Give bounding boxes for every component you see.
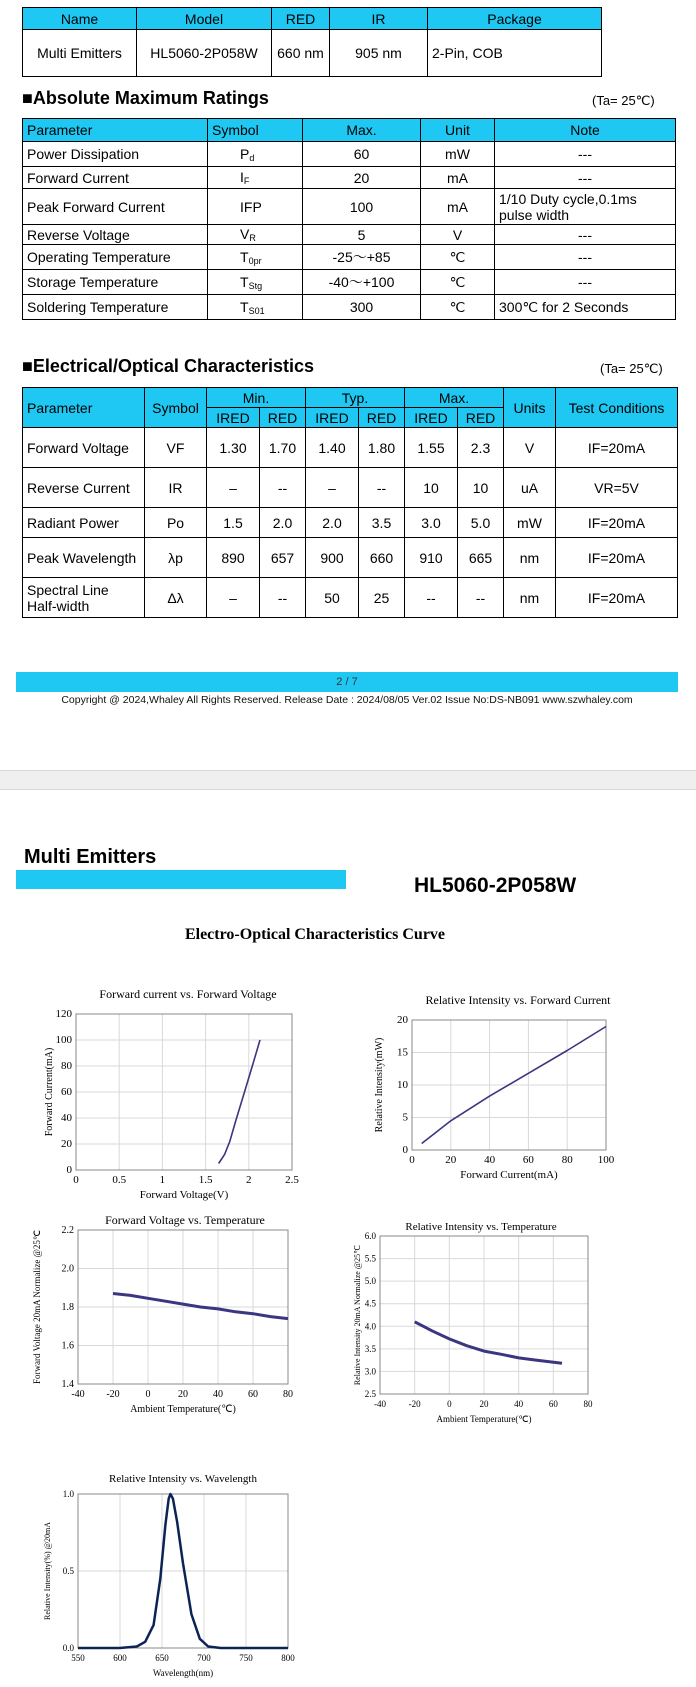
- elec-unit: uA: [504, 468, 556, 508]
- abs-max: -25～+85: [303, 245, 421, 270]
- y-axis-label: Forward Current(mA): [44, 1047, 55, 1137]
- y-tick-label: 10: [397, 1079, 408, 1091]
- elec-value: 900: [306, 538, 359, 578]
- abs-symbol: [208, 270, 303, 295]
- y-tick-label: 5.0: [364, 1276, 376, 1287]
- abs-unit: mA: [421, 167, 495, 189]
- elec-value: 657: [260, 538, 306, 578]
- series-line: [415, 1322, 562, 1364]
- abs-param: Reverse Voltage: [23, 225, 208, 245]
- abs-max: 5: [303, 225, 421, 245]
- y-tick-label: 5: [402, 1111, 408, 1124]
- x-axis-label: Ambient Temperature(℃): [130, 1404, 236, 1415]
- y-tick-label: 20: [61, 1138, 72, 1150]
- x-tick-label: 2.5: [285, 1174, 299, 1186]
- y-tick-label: 1.8: [61, 1302, 74, 1313]
- y-axis-label: Relative Intensity(mW): [374, 1037, 385, 1133]
- y-tick-label: 4.0: [364, 1321, 376, 1332]
- elec-header-max: Max.: [405, 388, 504, 408]
- elec-value: --: [405, 578, 458, 618]
- elec-value: 1.70: [260, 428, 306, 468]
- x-tick-label: 700: [197, 1653, 211, 1663]
- cell-ir: 905 nm: [330, 30, 428, 77]
- model-title: HL5060-2P058W: [414, 874, 577, 897]
- abs-unit: ℃: [421, 270, 495, 295]
- x-tick-label: 0: [73, 1174, 79, 1186]
- elec-value: 1.5: [207, 508, 260, 538]
- elec-ta: (Ta= 25℃): [600, 361, 663, 376]
- y-tick-label: 4.5: [364, 1298, 376, 1309]
- abs-symbol-main: IFP: [240, 198, 262, 215]
- x-tick-label: 0: [145, 1389, 151, 1400]
- chart-title: Relative Intensity vs. Wavelength: [109, 1473, 257, 1485]
- elec-row: [23, 508, 678, 538]
- elec-header-parameter: Parameter: [23, 388, 145, 428]
- y-tick-label: 80: [61, 1060, 72, 1072]
- x-tick-label: 40: [514, 1399, 524, 1409]
- elec-value: 3.5: [359, 508, 405, 538]
- abs-param: Power Dissipation: [23, 142, 208, 167]
- abs-header-symbol: Symbol: [208, 119, 303, 142]
- elec-sub-red: RED: [260, 408, 306, 428]
- elec-value: 25: [359, 578, 405, 618]
- y-tick-label: 0: [402, 1144, 408, 1156]
- y-tick-label: 3.0: [364, 1366, 376, 1377]
- elec-sub-red: RED: [458, 408, 504, 428]
- abs-symbol-main: T: [240, 298, 249, 315]
- header-ir: IR: [330, 8, 428, 30]
- y-tick-label: 3.5: [364, 1343, 376, 1354]
- elec-header-symbol: Symbol: [145, 388, 207, 428]
- abs-symbol: [208, 295, 303, 320]
- x-tick-label: 20: [445, 1154, 457, 1166]
- chart-relative-intensity-vs-current: [368, 968, 668, 1181]
- elec-value: --: [359, 468, 405, 508]
- cell-package: 2-Pin, COB: [428, 30, 602, 77]
- abs-note: ---: [495, 142, 676, 167]
- elec-condition: IF=20mA: [556, 538, 678, 578]
- abs-row: [23, 142, 676, 167]
- elec-value: –: [207, 578, 260, 618]
- datasheet-page-2: [0, 0, 696, 770]
- elec-sub-red: RED: [359, 408, 405, 428]
- elec-header-units: Units: [504, 388, 556, 428]
- abs-max: -40～+100: [303, 270, 421, 295]
- y-axis-label: Relative Intensity(%) @20mA: [43, 1521, 52, 1621]
- elec-value: 2.3: [458, 428, 504, 468]
- abs-symbol-main: P: [240, 145, 250, 162]
- elec-condition: IF=20mA: [556, 578, 678, 618]
- x-tick-label: 60: [548, 1399, 558, 1409]
- abs-symbol: [208, 142, 303, 167]
- elec-symbol: Po: [145, 508, 207, 538]
- x-tick-label: 0: [447, 1399, 452, 1409]
- chart-forward-voltage-vs-temperature: [20, 1206, 320, 1421]
- abs-symbol-sub: F: [243, 176, 250, 186]
- elec-row: [23, 578, 678, 618]
- elec-symbol: Δλ: [145, 578, 207, 618]
- elec-value: 1.80: [359, 428, 405, 468]
- elec-value: 5.0: [458, 508, 504, 538]
- elec-header-typ: Typ.: [306, 388, 405, 408]
- elec-value: 1.40: [306, 428, 359, 468]
- abs-row: [23, 270, 676, 295]
- abs-symbol-sub: S01: [248, 305, 265, 316]
- elec-condition: IF=20mA: [556, 428, 678, 468]
- abs-symbol-sub: R: [249, 233, 256, 243]
- abs-symbol-main: T: [240, 273, 249, 290]
- elec-value: 50: [306, 578, 359, 618]
- x-tick-label: 20: [479, 1399, 489, 1409]
- elec-value: 910: [405, 538, 458, 578]
- elec-value: 890: [207, 538, 260, 578]
- x-tick-label: 80: [561, 1154, 573, 1166]
- abs-symbol: [208, 167, 303, 189]
- abs-symbol-main: T: [240, 248, 249, 265]
- x-tick-label: 0.5: [112, 1174, 127, 1186]
- elec-unit: nm: [504, 578, 556, 618]
- y-tick-label: 5.5: [364, 1253, 376, 1264]
- elec-value: 665: [458, 538, 504, 578]
- x-tick-label: -40: [71, 1389, 85, 1400]
- elec-header-min: Min.: [207, 388, 306, 408]
- elec-title: ■Electrical/Optical Characteristics: [22, 356, 315, 376]
- cell-red: 660 nm: [272, 30, 330, 77]
- elec-condition: VR=5V: [556, 468, 678, 508]
- abs-max-ta: (Ta= 25℃): [592, 93, 655, 108]
- y-tick-label: 0: [66, 1164, 72, 1176]
- y-tick-label: 1.4: [61, 1379, 74, 1390]
- y-tick-label: 20: [397, 1014, 408, 1026]
- elec-value: 660: [359, 538, 405, 578]
- abs-max: 60: [303, 142, 421, 167]
- y-axis-label: Relative Intensity 20mA Normalize @25℃: [353, 1244, 362, 1386]
- cell-model: HL5060-2P058W: [137, 30, 272, 77]
- x-tick-label: 650: [155, 1653, 169, 1663]
- y-tick-label: 6.0: [364, 1231, 376, 1241]
- abs-symbol-sub: d: [249, 152, 255, 163]
- elec-symbol: λp: [145, 538, 207, 578]
- abs-max-title: ■Absolute Maximum Ratings: [22, 88, 269, 108]
- abs-unit: mA: [421, 189, 495, 225]
- chart-title: Forward Voltage vs. Temperature: [105, 1213, 265, 1227]
- abs-max: 100: [303, 189, 421, 225]
- y-tick-label: 0.5: [62, 1566, 74, 1576]
- y-tick-label: 2.0: [61, 1263, 74, 1275]
- abs-row: [23, 167, 676, 189]
- x-tick-label: 600: [113, 1653, 127, 1663]
- abs-note: ---: [495, 270, 676, 295]
- elec-unit: mW: [504, 508, 556, 538]
- elec-param: Forward Voltage: [23, 428, 145, 468]
- x-tick-label: 100: [597, 1154, 615, 1166]
- x-tick-label: 800: [281, 1653, 295, 1663]
- abs-unit: mW: [421, 142, 495, 167]
- x-tick-label: -40: [374, 1399, 386, 1409]
- series-line: [219, 1040, 260, 1164]
- cell-name: Multi Emitters: [23, 30, 137, 77]
- x-tick-label: 40: [484, 1154, 496, 1166]
- elec-row: [23, 468, 678, 508]
- chart-relative-intensity-vs-temperature: [353, 1210, 656, 1425]
- abs-note: ---: [495, 225, 676, 245]
- elec-value: 2.0: [306, 508, 359, 538]
- header-model: Model: [137, 8, 272, 30]
- abs-note: 1/10 Duty cycle,0.1ms pulse width: [495, 189, 676, 225]
- y-axis-label: Forward Voltage 20mA Normalize @25℃: [32, 1229, 42, 1385]
- abs-symbol-main: I: [240, 169, 244, 185]
- x-tick-label: 0: [409, 1154, 415, 1166]
- x-tick-label: 60: [248, 1389, 258, 1400]
- abs-row: [23, 189, 676, 225]
- y-tick-label: 1.0: [62, 1489, 74, 1499]
- abs-symbol-sub: Stg: [248, 280, 263, 291]
- x-tick-label: 2: [246, 1174, 252, 1186]
- brand-title: Multi Emitters: [24, 846, 157, 868]
- elec-header-conditions: Test Conditions: [556, 388, 678, 428]
- elec-value: 10: [458, 468, 504, 508]
- page-separator: [0, 770, 696, 790]
- footer-copyright: Copyright @ 2024,Whaley All Rights Reserved. Release Date : 2024/08/05 Ver.02 Issue No:DS-NB091 www.szwhaley.com: [61, 694, 633, 706]
- elec-value: --: [260, 468, 306, 508]
- elec-param: Peak Wavelength: [23, 538, 145, 578]
- abs-note: 300℃ for 2 Seconds: [495, 295, 676, 320]
- abs-param: Peak Forward Current: [23, 189, 208, 225]
- abs-header-note: Note: [495, 119, 676, 142]
- header-package: Package: [428, 8, 602, 30]
- y-tick-label: 1.6: [61, 1340, 74, 1352]
- elec-unit: nm: [504, 538, 556, 578]
- x-tick-label: -20: [408, 1399, 421, 1409]
- abs-header-parameter: Parameter: [23, 119, 208, 142]
- abs-max: 300: [303, 295, 421, 320]
- chart-relative-intensity-vs-wavelength: [38, 1440, 328, 1680]
- datasheet-page-3: [0, 790, 696, 1687]
- brand-bar: [16, 870, 346, 889]
- x-axis-label: Forward Current(mA): [460, 1169, 558, 1181]
- abs-unit: V: [421, 225, 495, 245]
- elec-value: 10: [405, 468, 458, 508]
- elec-condition: IF=20mA: [556, 508, 678, 538]
- elec-value: –: [306, 468, 359, 508]
- curves-title: Electro-Optical Characteristics Curve: [184, 926, 446, 943]
- x-tick-label: 1: [159, 1174, 166, 1186]
- abs-header-max: Max.: [303, 119, 421, 142]
- elec-param: Spectral Line Half-width: [23, 578, 145, 618]
- elec-sub-ired: IRED: [306, 408, 359, 428]
- elec-row: [23, 428, 678, 468]
- abs-row: [23, 295, 676, 320]
- chart-title: Relative Intensity vs. Temperature: [405, 1221, 557, 1233]
- footer-page-number: 2 / 7: [16, 672, 678, 692]
- elec-sub-ired: IRED: [207, 408, 260, 428]
- y-tick-label: 0.0: [62, 1643, 74, 1653]
- abs-unit: ℃: [421, 295, 495, 320]
- x-tick-label: 80: [583, 1399, 593, 1409]
- elec-sub-ired: IRED: [405, 408, 458, 428]
- elec-value: --: [458, 578, 504, 618]
- electrical-optical-table: [22, 387, 678, 618]
- abs-param: Storage Temperature: [23, 270, 208, 295]
- absolute-maximum-ratings-table: [22, 118, 676, 320]
- elec-value: 1.30: [207, 428, 260, 468]
- x-axis-label: Wavelength(nm): [152, 1668, 214, 1678]
- abs-param: Operating Temperature: [23, 245, 208, 270]
- abs-unit: ℃: [421, 245, 495, 270]
- x-axis-label: Forward Voltage(V): [139, 1189, 229, 1201]
- y-tick-label: 40: [61, 1112, 72, 1124]
- abs-symbol-sub: 0pr: [248, 255, 262, 266]
- y-tick-label: 2.2: [61, 1225, 74, 1236]
- x-tick-label: 550: [71, 1653, 85, 1663]
- x-tick-label: 40: [213, 1389, 223, 1400]
- chart-forward-current-vs-voltage: [38, 958, 328, 1201]
- abs-note: ---: [495, 167, 676, 189]
- y-tick-label: 2.5: [364, 1389, 376, 1399]
- elec-value: --: [260, 578, 306, 618]
- x-tick-label: 750: [239, 1653, 253, 1663]
- abs-symbol: [208, 189, 303, 225]
- elec-symbol: VF: [145, 428, 207, 468]
- abs-header-unit: Unit: [421, 119, 495, 142]
- y-tick-label: 120: [55, 1008, 72, 1020]
- x-tick-label: 60: [522, 1154, 534, 1166]
- elec-symbol: IR: [145, 468, 207, 508]
- y-tick-label: 60: [61, 1086, 72, 1098]
- series-line: [113, 1294, 288, 1319]
- abs-symbol: [208, 245, 303, 270]
- y-tick-label: 100: [55, 1034, 72, 1046]
- elec-value: 3.0: [405, 508, 458, 538]
- elec-row: [23, 538, 678, 578]
- elec-param: Reverse Current: [23, 468, 145, 508]
- chart-title: Relative Intensity vs. Forward Current: [425, 993, 611, 1007]
- elec-unit: V: [504, 428, 556, 468]
- chart-title: Forward current vs. Forward Voltage: [99, 987, 277, 1001]
- product-summary-table: [22, 7, 602, 77]
- y-tick-label: 15: [397, 1046, 408, 1059]
- abs-param: Soldering Temperature: [23, 295, 208, 320]
- header-name: Name: [23, 8, 137, 30]
- x-tick-label: 1.5: [198, 1174, 213, 1186]
- header-red: RED: [272, 8, 330, 30]
- abs-max: 20: [303, 167, 421, 189]
- x-axis-label: Ambient Temperature(℃): [436, 1414, 532, 1424]
- abs-symbol-main: V: [240, 226, 250, 242]
- x-tick-label: 20: [178, 1389, 188, 1400]
- x-tick-label: 80: [283, 1389, 293, 1400]
- elec-param: Radiant Power: [23, 508, 145, 538]
- elec-value: –: [207, 468, 260, 508]
- abs-param: Forward Current: [23, 167, 208, 189]
- elec-value: 1.55: [405, 428, 458, 468]
- abs-row: [23, 225, 676, 245]
- abs-symbol: [208, 225, 303, 245]
- x-tick-label: -20: [106, 1389, 120, 1400]
- elec-value: 2.0: [260, 508, 306, 538]
- abs-row: [23, 245, 676, 270]
- abs-note: ---: [495, 245, 676, 270]
